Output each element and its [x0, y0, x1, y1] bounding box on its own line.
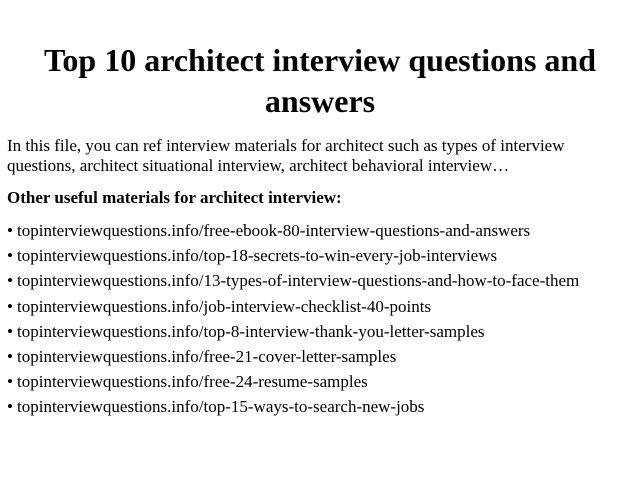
link-text[interactable]: topinterviewquestions.info/top-8-interview-thank-you-letter-samples [17, 321, 485, 341]
list-item [7, 297, 633, 317]
bullet-icon: • [7, 372, 13, 392]
link-text[interactable]: topinterviewquestions.info/top-18-secrets-to-win-every-job-interviews [17, 246, 498, 266]
link-text[interactable]: topinterviewquestions.info/job-interview-checklist-40-points [17, 296, 432, 316]
list-item [7, 397, 633, 417]
link-text[interactable]: topinterviewquestions.info/free-ebook-80-interview-questions-and-answers [17, 221, 531, 240]
bullet-icon: • [7, 321, 13, 341]
list-item [7, 347, 633, 367]
materials-link-list [7, 221, 633, 423]
link-text[interactable]: topinterviewquestions.info/free-24-resume-samples [17, 372, 368, 392]
bullet-icon: • [7, 397, 13, 417]
list-item [7, 221, 633, 241]
materials-subheading: Other useful materials for architect interview: [7, 188, 342, 207]
link-text[interactable]: topinterviewquestions.info/top-15-ways-to-search-new-jobs [17, 397, 425, 417]
link-text[interactable]: topinterviewquestions.info/13-types-of-interview-questions-and-how-to-face-them [17, 271, 580, 291]
bullet-icon: • [7, 296, 13, 316]
link-text[interactable]: topinterviewquestions.info/free-21-cover-letter-samples [17, 346, 397, 366]
bullet-icon: • [7, 346, 13, 366]
list-item [7, 271, 633, 291]
bullet-icon: • [7, 246, 13, 266]
list-item [7, 372, 633, 392]
intro-paragraph: In this file, you can ref interview materials for architect such as types of interview questions, architect situational interview, architect behavioral interview… [7, 136, 565, 175]
list-item [7, 322, 633, 342]
bullet-icon: • [7, 271, 13, 291]
list-item [7, 246, 633, 266]
bullet-icon: • [7, 221, 13, 240]
page-title: Top 10 architect interview questions and answers [43, 42, 597, 119]
